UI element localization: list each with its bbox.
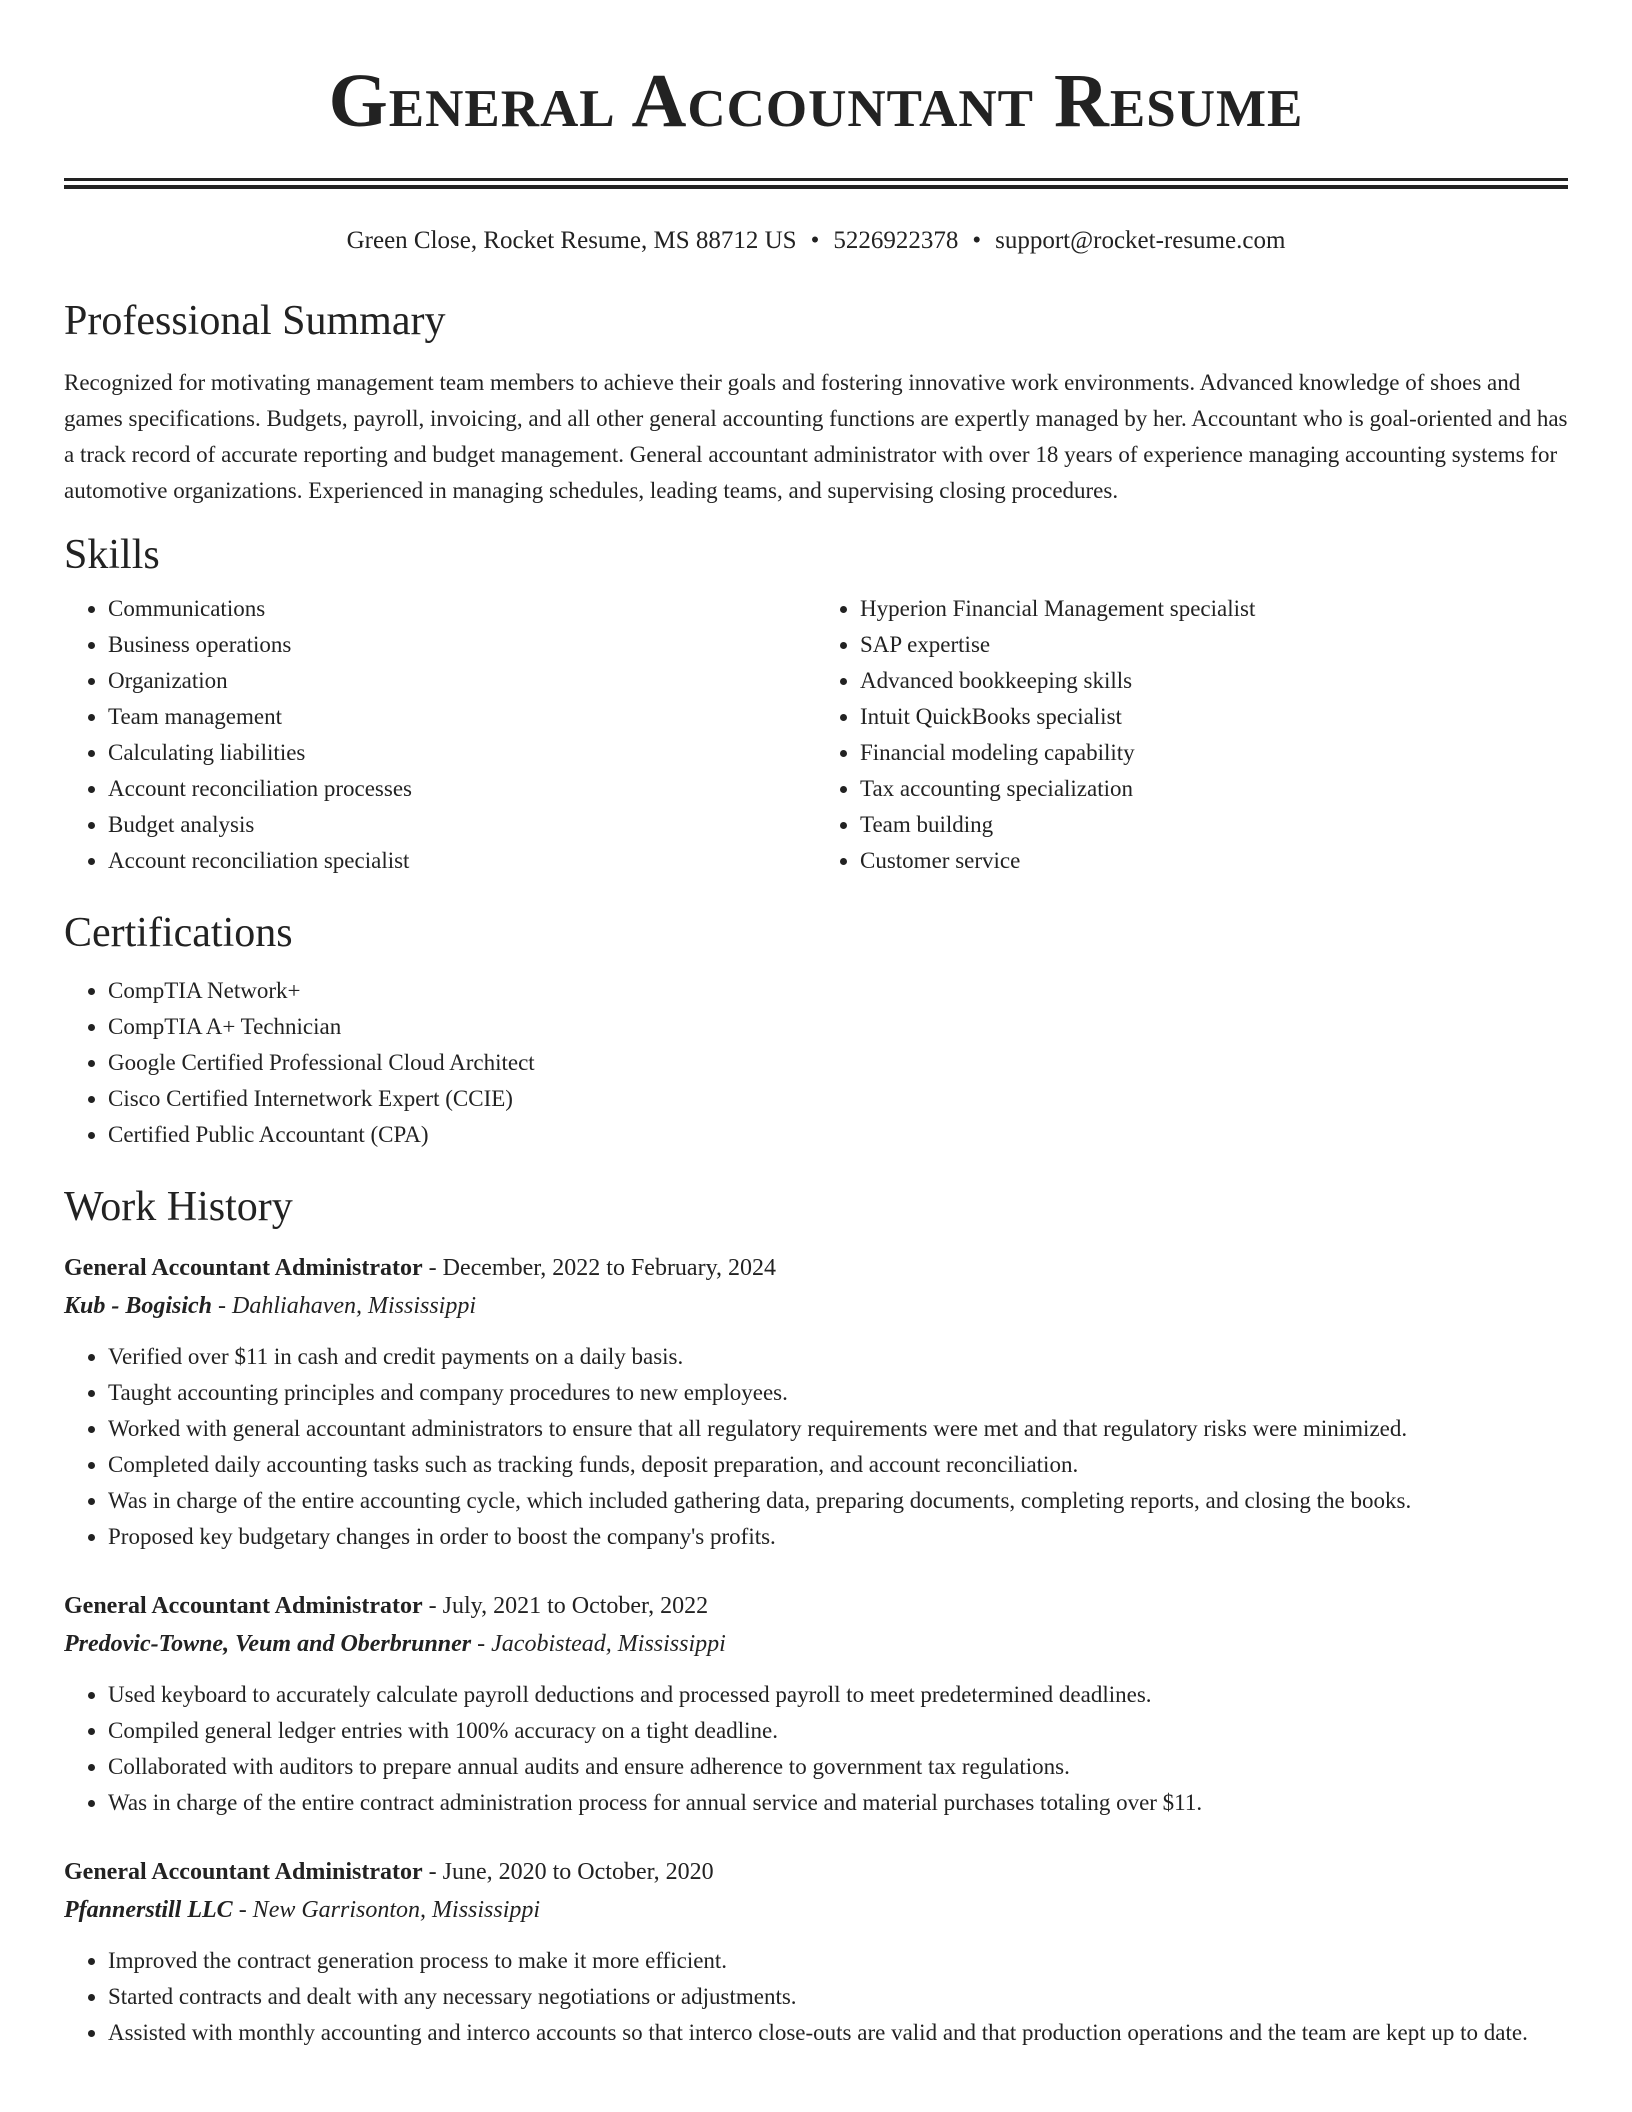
list-item: • Account reconciliation specialist (108, 843, 816, 879)
list-item: • Certified Public Accountant (CPA) (108, 1117, 1568, 1153)
list-item: • Account reconciliation processes (108, 771, 816, 807)
contact-separator: • (810, 227, 820, 254)
list-item: • Verified over $11 in cash and credit payments on a daily basis. (108, 1339, 1568, 1375)
contact-line (64, 225, 1568, 257)
contact-separator: • (972, 227, 982, 254)
job-duties-list (64, 1339, 1568, 1555)
job-duties-list (64, 1677, 1568, 1821)
list-item: • Worked with general accountant administrators to ensure that all regulatory requirements were met and that regulatory risks were minimized. (108, 1411, 1568, 1447)
list-item: • CompTIA A+ Technician (108, 1009, 1568, 1045)
job-company-line (64, 1287, 1568, 1325)
job-entry (64, 1853, 1568, 2051)
job-dates: - June, 2020 to October, 2020 (422, 1859, 714, 1885)
job-title-line (64, 1587, 1568, 1625)
job-title-line (64, 1853, 1568, 1891)
job-location: - New Garrisonton, Mississippi (232, 1897, 541, 1923)
job-role: General Accountant Administrator (64, 1859, 423, 1885)
list-item: • Customer service (860, 843, 1568, 879)
job-role: General Accountant Administrator (64, 1255, 423, 1281)
skills-list-right (816, 591, 1568, 879)
list-item: • Started contracts and dealt with any necessary negotiations or adjustments. (108, 1979, 1568, 2015)
list-item: • Calculating liabilities (108, 735, 816, 771)
summary-heading: Professional Summary (64, 298, 446, 344)
list-item: • Advanced bookkeeping skills (860, 663, 1568, 699)
job-dates: - July, 2021 to October, 2022 (422, 1593, 709, 1619)
list-item: • Compiled general ledger entries with 100% accuracy on a tight deadline. (108, 1713, 1568, 1749)
job-company-line (64, 1891, 1568, 1929)
list-item: • Was in charge of the entire accounting cycle, which included gathering data, preparing documents, completing reports, and closing the books. (108, 1483, 1568, 1519)
list-item: • Communications (108, 591, 816, 627)
list-item: • Assisted with monthly accounting and interco accounts so that interco close-outs are valid and that production operations and the team are kept up to date. (108, 2015, 1568, 2051)
page-title: General Accountant Resume (328, 59, 1304, 143)
skills-list-left (64, 591, 816, 879)
list-item: • Improved the contract generation process to make it more efficient. (108, 1943, 1568, 1979)
list-item: • Proposed key budgetary changes in order to boost the company's profits. (108, 1519, 1568, 1555)
job-company: Pfannerstill LLC (64, 1897, 233, 1923)
list-item: • Intuit QuickBooks specialist (860, 699, 1568, 735)
job-entry (64, 1249, 1568, 1555)
job-duties-list (64, 1943, 1568, 2051)
job-company: Kub - Bogisich (64, 1293, 213, 1319)
summary-text: Recognized for motivating management team members to achieve their goals and fostering innovative work environments. Advanced knowledge of shoes and games specifications. Budgets, payroll, invoicing, and all other general accounting functions are expertly managed by her. Accountant who is goal-oriented and has a track record of accurate reporting and budget management. General accountant administrator with over 18 years of experience managing accounting systems for automotive organizations. Experienced in managing schedules, leading teams, and supervising closing procedures. (64, 370, 1568, 503)
job-company: Predovic-Towne, Veum and Oberbrunner (64, 1631, 472, 1657)
list-item: • Financial modeling capability (860, 735, 1568, 771)
list-item: • CompTIA Network+ (108, 973, 1568, 1009)
skills-columns (64, 591, 1568, 879)
job-title-line (64, 1249, 1568, 1287)
job-dates: - December, 2022 to February, 2024 (422, 1255, 777, 1281)
contact-address: Green Close, Rocket Resume, MS 88712 US (346, 227, 797, 254)
skills-heading: Skills (64, 532, 160, 578)
list-item: • Collaborated with auditors to prepare annual audits and ensure adherence to government tax regulations. (108, 1749, 1568, 1785)
title-divider-bottom (64, 185, 1568, 189)
job-entry (64, 1587, 1568, 1821)
list-item: • Team building (860, 807, 1568, 843)
list-item: • Used keyboard to accurately calculate payroll deductions and processed payroll to meet predetermined deadlines. (108, 1677, 1568, 1713)
certifications-list (64, 973, 1568, 1153)
list-item: • Google Certified Professional Cloud Architect (108, 1045, 1568, 1081)
list-item: • Completed daily accounting tasks such as tracking funds, deposit preparation, and account reconciliation. (108, 1447, 1568, 1483)
list-item: • Taught accounting principles and company procedures to new employees. (108, 1375, 1568, 1411)
certifications-heading: Certifications (64, 910, 293, 956)
contact-email: support@rocket-resume.com (995, 227, 1286, 254)
work-history-heading: Work History (64, 1184, 293, 1230)
list-item: • Cisco Certified Internetwork Expert (CCIE) (108, 1081, 1568, 1117)
job-location: - Dahliahaven, Mississippi (212, 1293, 477, 1319)
list-item: • Budget analysis (108, 807, 816, 843)
list-item: • Team management (108, 699, 816, 735)
contact-phone: 5226922378 (833, 227, 959, 254)
list-item: • Tax accounting specialization (860, 771, 1568, 807)
list-item: • Organization (108, 663, 816, 699)
list-item: • SAP expertise (860, 627, 1568, 663)
list-item: • Business operations (108, 627, 816, 663)
job-company-line (64, 1625, 1568, 1663)
job-location: - Jacobistead, Mississippi (471, 1631, 726, 1657)
list-item: • Was in charge of the entire contract administration process for annual service and material purchases totaling over $11. (108, 1785, 1568, 1821)
list-item: • Hyperion Financial Management specialist (860, 591, 1568, 627)
job-role: General Accountant Administrator (64, 1593, 423, 1619)
